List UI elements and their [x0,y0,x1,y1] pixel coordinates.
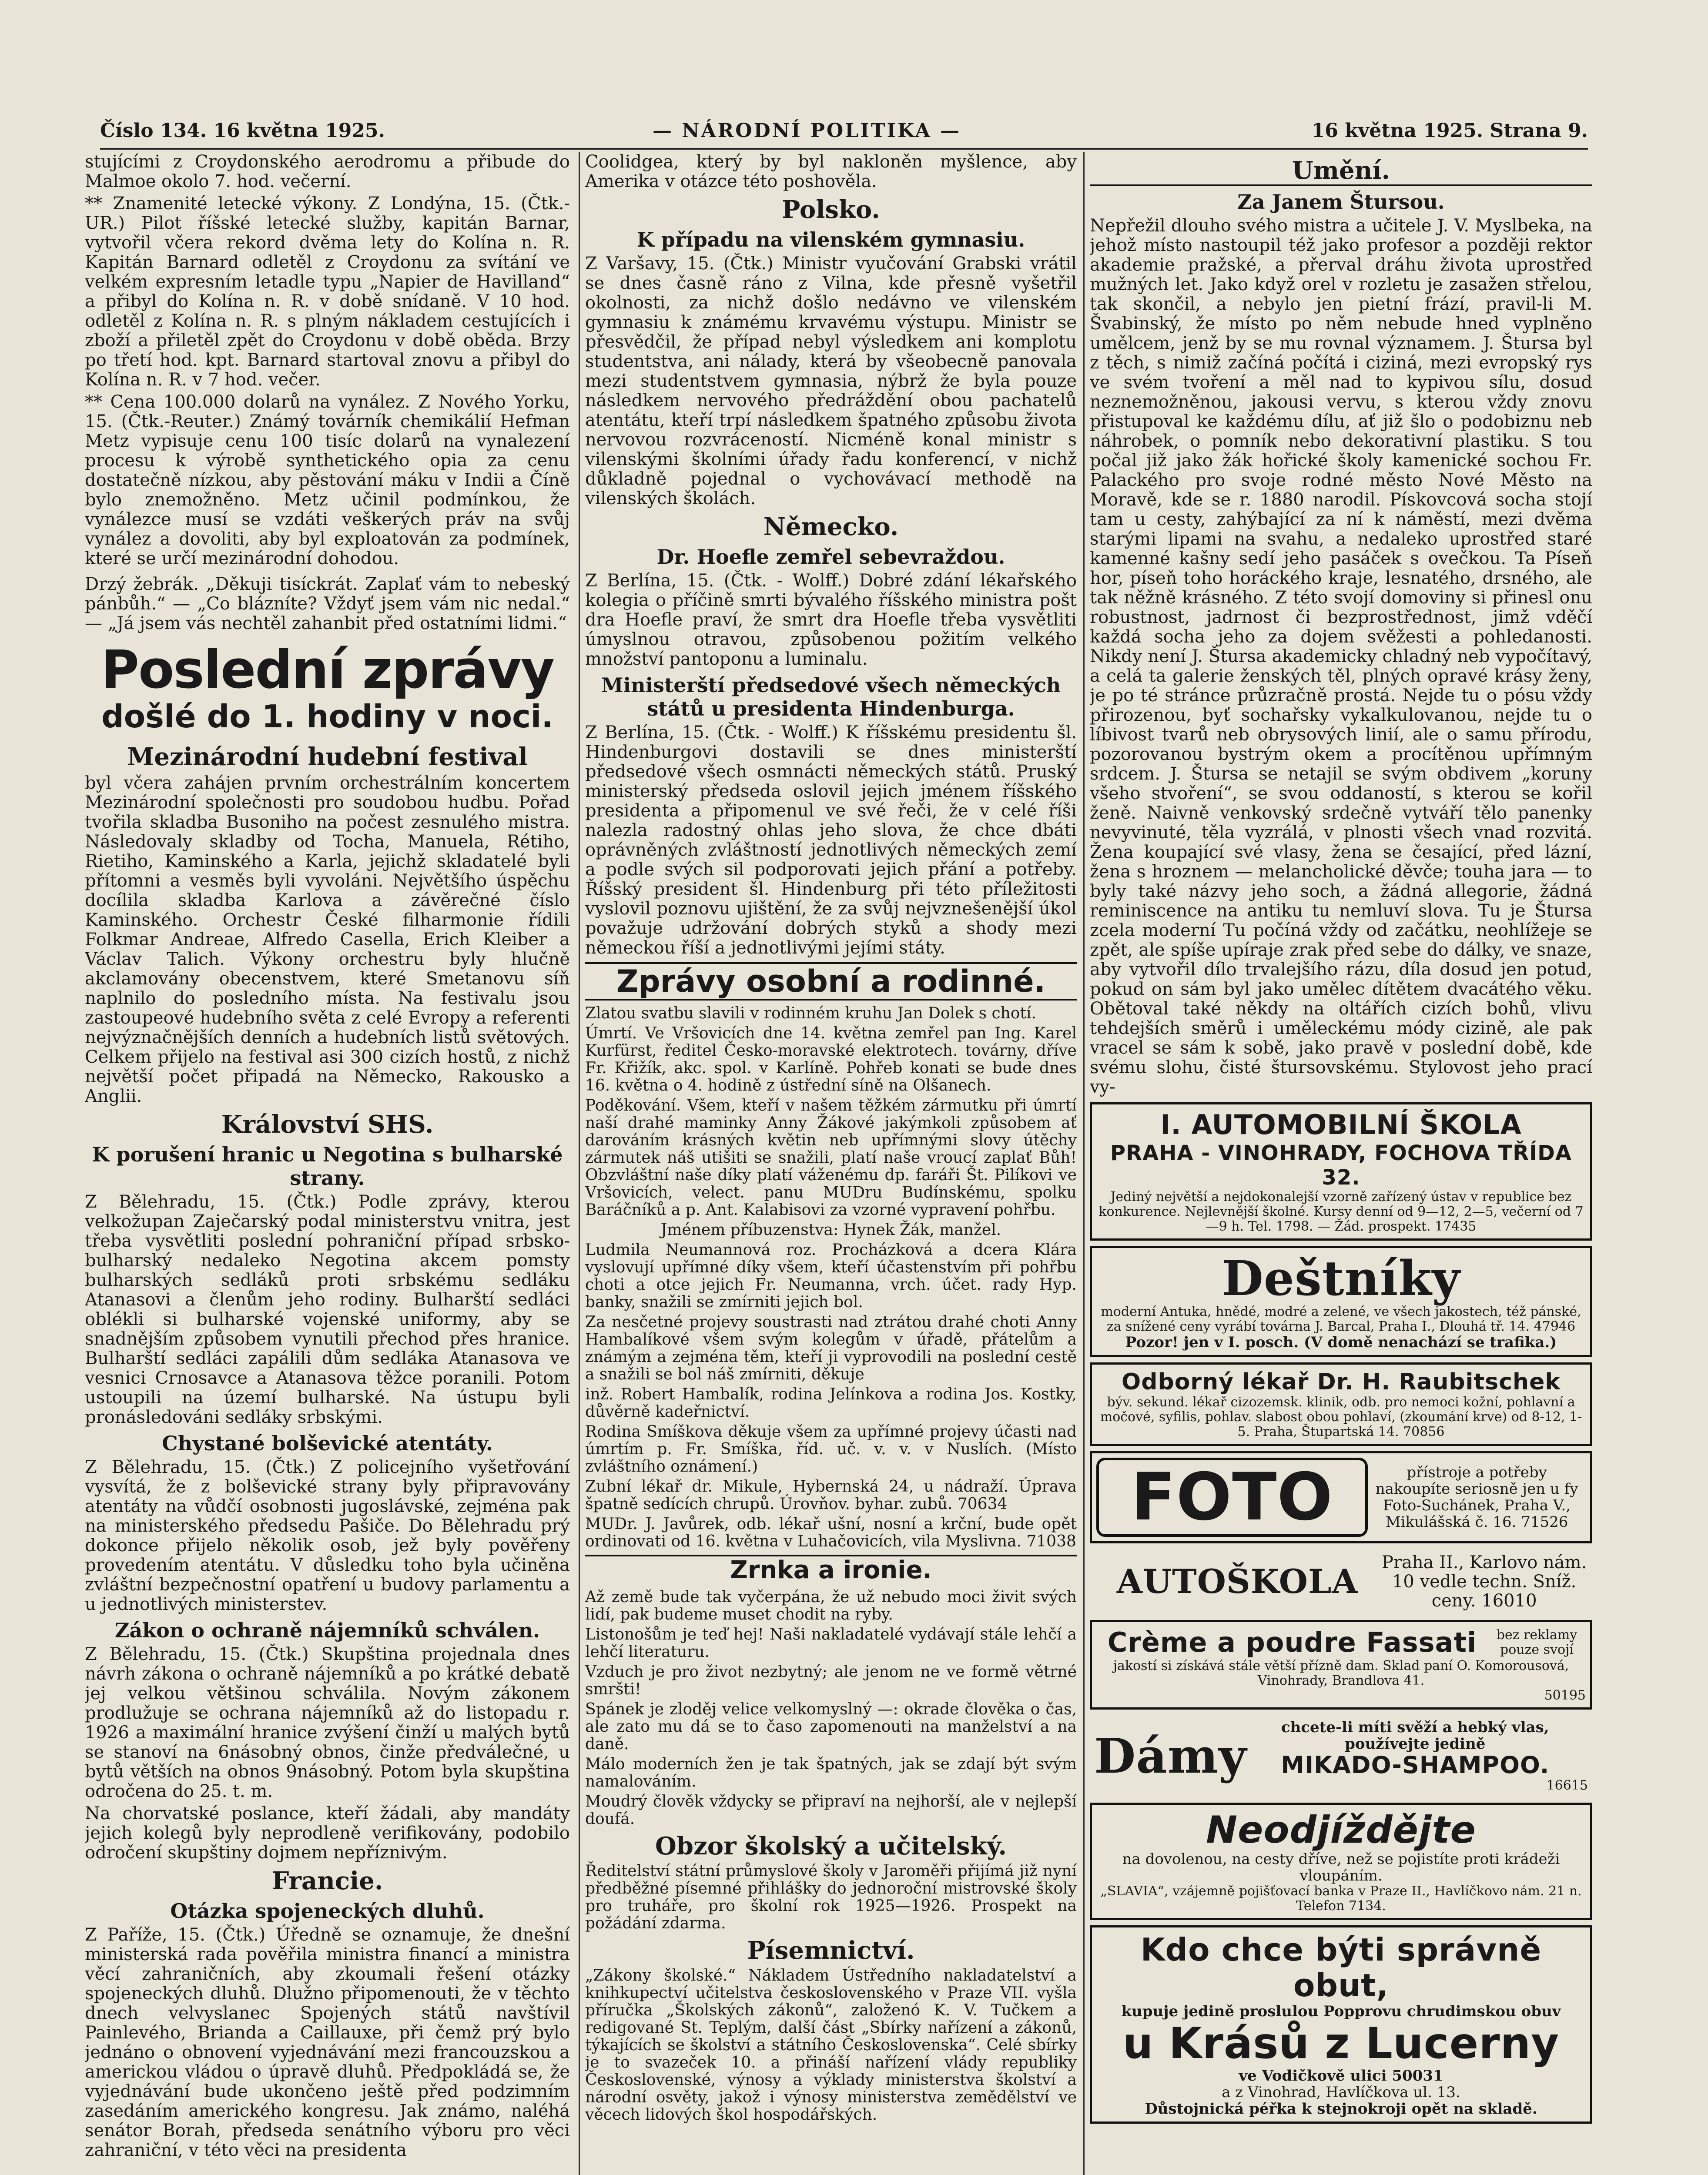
ad-foto [1090,1451,1592,1543]
notice-text: inž. Robert Hambalík, rodina Jelínkova a rodina Jos. Kostky, důvěrně kadeřnictví. [585,1385,1077,1421]
article-text: Listonošům je teď hej! Naši nakladatelé vydávají stále lehčí a lehčí literaturu. [585,1626,1077,1661]
column-2 [585,152,1077,2175]
article-text: Vzduch je pro život nezbytný; ale jenom ne ve formě větrné smršti! [585,1663,1077,1698]
article-text: Málo moderních žen je tak špatných, jak se zdají být svým namalováním. [585,1755,1077,1790]
column-rule [1083,152,1085,2175]
notice-text: Rodina Smíškova děkuje všem za upřímné projevy účasti nad úmrtím p. Fr. Smíška, říd. uč. v. v. v Nuslích. (Místo zvláštního oznámení.) [585,1423,1077,1476]
ad-driving-school [1090,1549,1592,1615]
notice-text: Poděkování. Všem, kteří v našem těžkém zármutku při úmrtí naší drahé maminky Anny Žákové jakýmkoli způsobem ať darováním krásných květin neb upřímnými slovy útěchy zármutek náš utišiti se snažili, platí naše vroucí zaplať Bůh! Obzvláštní naše díky platí váženému dp. faráři Št. Pilíkovi ve Vršovicích, velect. panu MUDru Budínskému, spolku Baráčníků a p. Ant. Kalabisovi za vzorné vypravení pohřbu. [585,1097,1077,1219]
notice-text: Zlatou svatbu slavili v rodinném kruhu Jan Dolek s chotí. [585,1004,1036,1022]
section-heading: Zprávy osobní a rodinné. [585,962,1077,1000]
section-heading: Obzor školský a učitelský. [655,1832,1007,1860]
article-headline: Za Janem Štursou. [1237,190,1445,214]
ad-text: „SLAVIA“, vzájemně pojišťovací banka v Praze II., Havlíčkovo nám. 21 n. Telefon 7134. [1100,1884,1582,1914]
column-rule [579,152,580,2175]
notice-text: Úmrtí. Ve Vršovicích dne 14. května zemřel pan Ing. Karel Kurfürst, ředitel Česko-moravské elektrotech. továrny, dříve Fr. Křižík, akc. spol. v Karlíně. Pohřeb konati se bude dnes 16. května o 4. hodině z ústřední síně na Olšanech. [585,1024,1077,1094]
ad-subtitle: PRAHA - VINOHRADY, FOCHOVA TŘÍDA 32. [1110,1141,1572,1190]
article-text: ** Cena 100.000 dolarů na vynález. Z Nového Yorku, 15. (Čtk.-Reuter.) Známý továrník chemikálií Hefman Metz vypisuje cenu 100 tisíc dolarů na vynalezení procesu k výrobě synthetického opia za cenu dostatečně nízkou, aby pěstování máku v Indii a Číně bylo znemožněno. Metz učinil podmínkou, že vynálezce musí se vzdáti veškerých práv na svůj vynález a dovoliti, aby byl exploatován za podmínek, které se určí mezinárodní dohodou. [85,392,570,569]
ad-shoes [1090,1925,1592,2124]
ad-title: Odborný lékař Dr. H. Raubitschek [1122,1369,1561,1395]
ad-text: moderní Antuka, hnědé, modré a zelené, ve všech jakostech, též pánské, za snížené ceny vyrábí továrna J. Barcal, Praha I., Dlouhá tř. 14. 47946 [1101,1304,1581,1334]
joke-text: Drzý žebrák. „Děkuji tisíckrát. Zaplať vám to nebeský pánbůh.“ — „Co blázníte? Vždyť jsem vám nic nedal.“ — „Já jsem vás nechtěl zahanbit před ostatními lidmi.“ [85,574,570,633]
article-headline: Ministerští předsedové všech německých států u presidenta Hindenburga. [601,673,1061,720]
ad-text: ve Vodičkově ulici 50031 [1239,2067,1443,2085]
article-text: Spánek je zloděj velice velkomyslný —: okrade člověka o čas, ale zato mu dá se to časo zapomenouti na manželství a na daně. [585,1700,1077,1753]
article-text: Na chorvatské poslance, kteří žádali, aby mandáty jejich kolegů byly neprodleně verifikovány, podobilo odročení skupštiny dojmem nepříznivým. [85,1804,570,1863]
ad-subtitle: u Krásů z Lucerny [1122,2019,1560,2068]
ad-number: 50195 [1544,1688,1586,1703]
article-headline: Chystané bolševické atentáty. [162,1432,493,1455]
article-headline: K případu na vilenském gymnasiu. [636,228,1025,251]
ad-text: Důstojnická péřka k stejnokroji opět na skladě. [1145,2100,1537,2118]
section-heading: Zrnka a ironie. [585,1555,1077,1584]
article-text: Z Berlína, 15. (Čtk. - Wolff.) Dobré zdání lékařského kolegia o příčině smrti bývalého říšského ministra pošt dra Hoefle praví, že smrt dra Hoefle třeba vysvětliti úmyslnou otravou, způsobenou požitím velkého množství pantoponu a luminalu. [585,571,1077,669]
ad-doctor [1090,1362,1592,1446]
section-heading: Umění. [1090,157,1592,186]
notice-text: Jménem příbuzenstva: Hynek Žák, manžel. [660,1221,1001,1239]
ad-text: Jediný největší a nejdokonalejší vzorně zařízený ústav v republice bez konkurence. Nejlevnější školné. Kursy denní od 9—12, 2—5, večerní od 7—9 h. Tel. 1798. — Žád. prospekt. 17435 [1098,1189,1584,1234]
ad-number: 16615 [1546,1778,1588,1793]
section-heading: Německo. [763,512,899,541]
section-heading: Polsko. [782,195,880,224]
page-number: 16 května 1925. Strana 9. [1311,120,1588,142]
notice-text: Ludmila Neumannová roz. Procházková a dcera Klára vyslovují upřímné díky všem, kteří účastenstvím při pohřbu choti a otce jejich Fr. Neumanna, vrch. účet. rady Hyp. banky, snažili se zmírniti jejich bol. [585,1241,1077,1311]
issue-number: Číslo 134. 16 května 1925. [100,120,385,142]
newspaper-title: — NÁRODNÍ POLITIKA — [653,120,961,142]
section-banner-subtitle: došlé do 1. hodiny v noci. [101,698,553,735]
section-heading: Království SHS. [221,1110,434,1139]
article-text: Z Berlína, 15. (Čtk. - Wolff.) K říšskému presidentu šl. Hindenburgovi dostavili se dnes ministerští předsedové všech osmnácti německých států. Pruský ministerský předseda oslovil jejich jménem říšského presidenta a připomenul ve své řeči, že v celé říši nalezla radostný ohlas jeho slova, že chce dbáti oprávněných zvláštností jednotlivých německých zemí a podle svých sil podporovati jejich přání a potřeby. Říšský president šl. Hindenburg při této příležitosti vyslovil poznovu ujištění, že za svůj nejvznešenější úkol považuje udržování dobrých styků a shody mezi německou říší a jednotlivými jejími státy. [585,723,1077,958]
article-text: byl včera zahájen prvním orchestrálním koncertem Mezinárodní společnosti pro soudobou hudbu. Pořad tvořila skladba Busoniho na počest zesnulého mistra. Následovaly skladby od Tocha, Manuela, Rétiho, Rietiho, Kaminského a Karla, jejichž skladatelé byli přítomni a vesměs byli vyvoláni. Největšího úspěchu docílila skladba Karlova a závěrečné číslo Kaminského. Orchestr České filharmonie řídili Folkmar Andreae, Alfredo Casella, Erich Kleiber a Václav Talich. Výkony orchestru byly hlučně akclamovány obecenstvem, které Smetanovu síň naplnilo do posledního místa. Na festivalu jsou zastoupeové hudebního světa z celé Evropy a referenti nejvýznačnějších denních a hudebních listů světových. Celkem přijelo na festival asi 300 cizích hostů, z nichž největší počet připadá na Německo, Rakousko a Anglii. [85,773,570,1106]
ad-title: I. AUTOMOBILNÍ ŠKOLA [1160,1109,1522,1141]
ad-title: Dámy [1094,1728,1247,1784]
ad-automobile-school [1090,1102,1592,1241]
ad-text: Pozor! jen v I. posch. (V domě nenachází se trafika.) [1125,1334,1557,1351]
column-3 [1090,152,1592,2175]
article-headline: Zákon o ochraně nájemníků schválen. [114,1619,540,1642]
ad-text: bez reklamy pouze svojí [1496,1627,1577,1657]
ad-text: býv. sekund. lékař cizozemsk. klinik, odb. pro nemoci kožní, pohlavní a močové, syfilis, pohlav. slabost obou pohlaví, (zkoumání krve) od 8-12, 1-5. Praha, Štupartská 14. 70856 [1100,1395,1582,1439]
ad-text: kupuje jedině proslulou Popprovu chrudimskou obuv [1121,2003,1561,2020]
column-1 [85,152,570,2175]
header-rule [100,148,1588,150]
article-headline: Mezinárodní hudební festival [127,743,528,771]
notice-text: MUDr. J. Javůrek, odb. lékař ušní, nosní a krční, bude opět ordinovati od 16. května v Luhačovicích, vila Myslivna. 71038 [585,1515,1077,1550]
ad-cosmetics [1090,1620,1592,1710]
notice-text: Zubní lékař dr. Mikule, Hybernská 24, u nádraží. Úprava špatně sedících chrupů. Úrovňov. byhar. zubů. 70634 [585,1478,1077,1513]
article-text: stujícími z Croydonského aerodromu a přibude do Malmoe okolo 7. hod. večerní. [85,152,570,191]
article-text: Z Paříže, 15. (Čtk.) Úředně se oznamuje, že dnešní ministerská rada pověřila ministra financí a ministra věcí zahraničních, aby zkoumali řešení otázky spojeneckých dluhů. Dlužno připomenouti, že v těchto dnech velvyslanec Spojených států navštívil Painlevého, Brianda a Caillauxe, při čemž prý bylo jednáno o obnovení vyjednávání mezi francouzskou a americkou vládou o úpravě dluhů. Předpokládá se, že vyjednávání bude ukončeno ještě před podzimním zasedáním amerického kongresu. Jak známo, naléhá senátor Borah, předseda senátního výboru pro věci zahraniční, v této věci na presidenta [85,1925,570,2160]
ad-shampoo [1090,1715,1592,1797]
ad-title: Kdo chce býti správně obut, [1140,1931,1542,2004]
ad-title: Crème a poudre Fassati [1107,1626,1477,1658]
ad-title: Neodjíždějte [1206,1808,1476,1852]
article-text: Z Bělehradu, 15. (Čtk.) Skupština projednala dnes návrh zákona o ochraně nájemníků a po krátké debatě jej velkou většinou schválila. Novým zákonem prodlužuje se ochrana nájemníků až do listopadu r. 1926 a maximální hranice zvýšení činží u malých bytů se stanoví na 6násobný obnos, činže předválečné, u bytů větších na obnos 9násobný. Potom byla skupština odročena do 25. t. m. [85,1644,570,1801]
article-text: ** Znamenité letecké výkony. Z Londýna, 15. (Čtk.-UR.) Pilot říšské letecké služby, kapitán Barnar, vytvořil včera rekord dvěma lety do Kolína n. R. Kapitán Barnard odletěl z Croydonu za svítání ve velkém expresním letadle typu „Napier de Havilland“ a přibyl do Kolína n. R. v době snídaně. V 10 hod. odletěl z Kolína n. R. s plným nákladem cestujících i zboží a přiletěl zpět do Croydonu v době obědа. Brzy po třetí hod. kpt. Barnard startoval znovu a přibyl do Kolína n. R. v 7 hod. večer. [85,194,570,390]
ad-subtitle: MIKADO-SHAMPOO. [1281,1751,1550,1779]
article-text: Z Varšavy, 15. (Čtk.) Ministr vyučování Grabski vrátil se dnes časně ráno z Vilna, kde přesně vyšetřil okolnosti, za nichž došlo nedávno ve vilenském gymnasiu k známému krvavému výstupu. Ministr se přesvědčil, že případ nebyl výsledkem ani komplotu studentstva, ani nálady, která by všeobecně panovala mezi studentstvem gymnasia, nýbrž že byla pouze následkem nervového předráždění obou pachatelů atentátu, kteří trpí následkem špatného způsobu života nervovou rozvráceností. Nicméně konal ministr s vilenskými školními úřady řadu konferencí, v nichž důkladně pojednal o vychovávací methodě na vilenských školách. [585,254,1077,509]
ad-text: a z Vinohrad, Havlíčkova ul. 13. [1222,2084,1460,2101]
ad-text: přístroje a potřeby nakoupíte seriosně jen u fy Foto-Suchánek, Praha V., Mikulášská č. 16. 71526 [1375,1464,1578,1531]
section-heading: Francie. [271,1867,383,1895]
article-text: „Zákony školské.“ Nákladem Ústředního nakladatelství a knihkupectví učitelstva československého v Praze VII. vyšla příručka „Školských zákonů“, založenó K. V. Tučkem a redigované St. Teplým, další část „Sbírky nařízení a zákonů, týkajících se školství a státního Československa“. Celé sbírky je to svazeček 10. a přináší nařízení vlády republiky Československé, výnosy a výklady ministerstva školství a národní osvěty, jakož i výnosy ministerstva zemědělství ve věcech lidových škol hospodářských. [585,1967,1077,2124]
article-text: Z Bělehradu, 15. (Čtk.) Z policejního vyšetřování vysvítá, že z bolševické strany byly připravovány atentáty na vůdčí osobnosti jugoslávské, zejména pak na ministerského předsedu Pašiče. Do Bělehradu prý dokonce přijelo několik osob, jež byly pověřeny provedením atentátu. V důsledku toho byla učiněna zvláštní bezpečnostní opatření u budovy parlamentu a u jednotlivých ministerstev. [85,1457,570,1614]
notice-text: Za nesčetné projevy soustrasti nad ztrátou drahé choti Anny Hambalíkové všem svým kolegům v úřadě, přátelům a známým a zejména těm, kteří ji vyprovodili na poslední cestě a snažili se bol náš zmírniti, děkuje [585,1313,1077,1383]
article-headline: K porušení hranic u Negotina s bulharské strany. [92,1143,563,1190]
article-text: Z Bělehradu, 15. (Čtk.) Podle zprávy, kterou velkožupan Zaječarský podal ministerstvu vnitra, jest třeba vysvětliti poslední pohraniční případ srbsko-bulharský nedaleko Negotina akcem pomsty bulharských sedláků proti srbskému sedláku Atanasovi a členům jeho rodiny. Bulharští sedláci oblékli si bulharské vojenské uniformy, aby se snadnějším způsobem vynutili přechod přes hranice. Bulharští sedláci zapálili dům sedláka Atanasova ve vesnici Crnosavce a Atanasova těžce poranili. Potom ustoupili na území bulharské. Na ústupu byli pronásledováni sedláky srbskými. [85,1192,570,1427]
ad-umbrellas [1090,1246,1592,1357]
ad-title: AUTOŠKOLA [1116,1562,1358,1601]
ad-title: Deštníky [1222,1250,1460,1306]
section-banner-title: Poslední zprávy [101,640,554,700]
masthead [100,115,1588,146]
article-text: Ředitelství státní průmyslové školy v Jaroměři přijímá již nyní předběžné písemné přihlášky do jednoroční mistrovské školy pro truháře, pro školní rok 1925—1926. Prospekt na požádání zdarma. [585,1862,1077,1932]
ad-text: Praha II., Karlovo nám. 10 vedle techn. Sníž. ceny. 16010 [1381,1553,1587,1611]
ad-insurance [1090,1803,1592,1920]
article-text: Nepřežil dlouho svého mistra a učitele J. V. Myslbeka, na jehož místo nastoupil též jako profesor a později rektor akademie pražské, a přerval dráhu života uprostřed mužných let. Jako když orel v rozletu je zasažen střelou, tak skončil, a nebylo jen pietní frází, pravil-li M. Švabinský, že místo po něm nebude hned vyplněno umělcem, jenž by se mu rovnal významem. J. Štursa byl z těch, s nimiž začíná počítá i ciziná, mezi evropský rys ve svém tvoření a měl nad to kypivou sílu, dosud neznemožněnou, jakousi vervu, s kterou vždy znovu přistupoval ke každému dílu, ať již šlo o podobiznu neb náhrobek, o pomník nebo dekorativní plastiku. S tou počal již jako žák hořické školy kamenické sochou Fr. Palackého pro svoje rodné město Nové Město na Moravě, kde se r. 1880 narodil. Pískovcová socha stojí tam u cesty, zahýbající za ní k náměstí, mezi dvěma starými lipami na svahu, a nedaleko uprostřed staré kamenné kašny sedí jeho pasáček s ovečkou. Ta Píseň hor, píseň toho horáckého kraje, lesnatého, drsného, ale tak něžně krásného. Z této svojí domoviny si přinesl onu robustnost, jadrnost či bezprostřednost, jimž vděčí každá socha jeho za dojem svěžesti a pohledanosti. Nikdy není J. Štursa akademicky chladný neb vypočítavý, a celá ta galerie ženských těl, plných opravé krásy ženy, je po té stránce průzračně prostá. Nejde tu o pósu vždy přirozenou, byť sochařsky vykalkulovanou, nejde tu o líbivost tvarů neb obrysových linií, ale o samu přírodu, pozorovanou bystrým okem a procítěnou upřímným srdcem. J. Štursa se netajil se svým obdivem „koruny všeho stvoření“, se svou oddaností, s kterou se kořil ženě. Naivně venkovský srdečně vytváří tělo panenky nevyvinuté, těla vyzrálá, v plnosti všech vnad rozvitá. Žena koupající své vlasy, žena se česající, před lázní, žena s hroznem — melancholické děvče; touha jara — to byly také názvy jeho soch, a žádná allegorie, žádná reminiscence na antiku tu nemluví slova. Tu je Štursa zcela moderní Tu počíná vždy od začátku, neohlížeje se zpět, ale spíše upíraje zrak před sebe do dálky, ve snaze, aby vytvořil dílo trvalejšího rázu, díla dosud jen potud, pokud on sám byl jako umělec dítětem dvacátého věku. Obětoval také někdy na oltářích cizích bohů, vlivu tehdejších směrů i uměleckému módy cizině, ale pak vracel se sám k sobě, jako pravě v poslední době, kde svému slohu, čisté štursovskému. Stylovost jeho prací vy- [1090,216,1592,1097]
ad-text: na dovolenou, na cesty dříve, než se pojistíte proti krádeži vloupáním. [1122,1850,1560,1884]
ad-text: chcete-li míti svěží a hebký vlas, používejte jedině [1281,1719,1549,1753]
article-text: Až země bude tak vyčerpána, že už nebudo moci živit svých lidí, pak budeme muset chodit na ryby. [585,1588,1077,1623]
article-headline: Otázka spojeneckých dluhů. [170,1899,485,1923]
ad-text: jakostí si získává stále větší přízně dam. Sklad paní O. Komorousová, Vinohrady, Brandlova 41. [1113,1658,1569,1688]
article-text: Coolidgea, který by byl nakloněn myšlence, aby Amerika v otázce této poshověla. [585,152,1077,191]
section-heading: Písemnictví. [747,1936,915,1965]
article-headline: Dr. Hoefle zemřel sebevraždou. [656,545,1005,569]
article-text: Moudrý člověk vždycky se připraví na nejhorší, ale v nejlepší doufá. [585,1793,1077,1828]
ad-title: FOTO [1096,1458,1368,1537]
